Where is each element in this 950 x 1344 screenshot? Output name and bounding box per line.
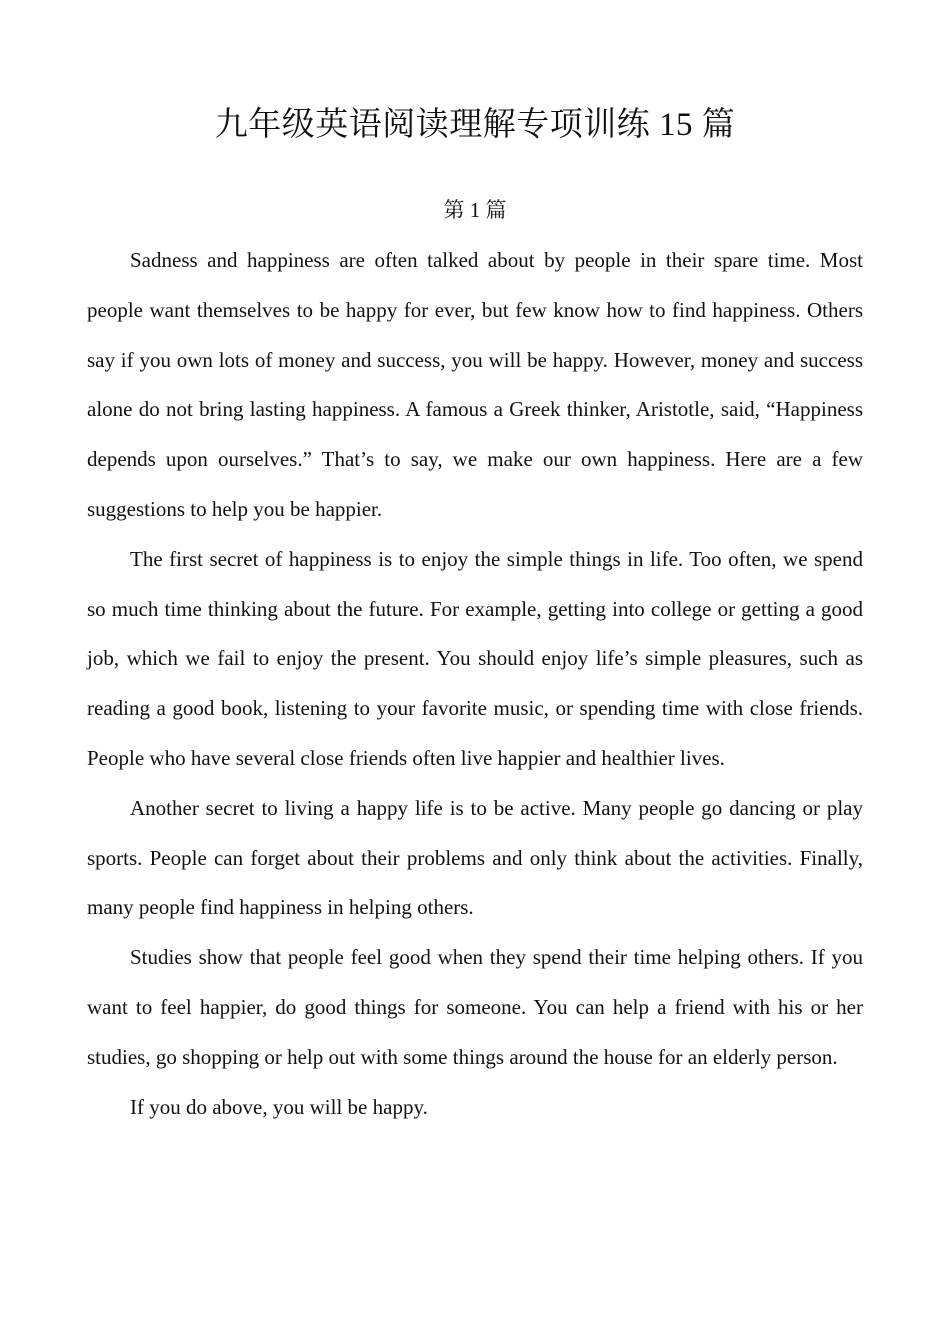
paragraph-2: The first secret of happiness is to enjoy the simple things in life. Too often, we spend so much time thinking about the future. For example, getting into college or getting a good job, which we fail to enjoy the present. You should enjoy life’s simple pleasures, such as reading a good book, listening to your favorite music, or spending time with close friends. People who have several close friends often live happier and healthier lives. [87,546,863,770]
section-heading: 第 1 篇 [443,198,507,222]
reading-passage [87,236,863,1132]
paragraph-4: Studies show that people feel good when they spend their time helping others. If you want to feel happier, do good things for someone. You can help a friend with his or her studies, go shopping or help out with some things around the house for an elderly person. [87,945,863,1069]
paragraph-1: Sadness and happiness are often talked about by people in their spare time. Most people want themselves to be happy for ever, but few know how to find happiness. Others say if you own lots of money and success, you will be happy. However, money and success alone do not bring lasting happiness. A famous a Greek thinker, Aristotle, said, “Happiness depends upon ourselves.” That’s to say, we make our own happiness. Here are a few suggestions to help you be happier. [87,248,863,521]
document-title: 九年级英语阅读理解专项训练 15 篇 [214,107,736,143]
paragraph-5: If you do above, you will be happy. [130,1094,428,1119]
paragraph-3: Another secret to living a happy life is to be active. Many people go dancing or play sports. People can forget about their problems and only think about the activities. Finally, many people find happiness in helping others. [87,795,863,920]
